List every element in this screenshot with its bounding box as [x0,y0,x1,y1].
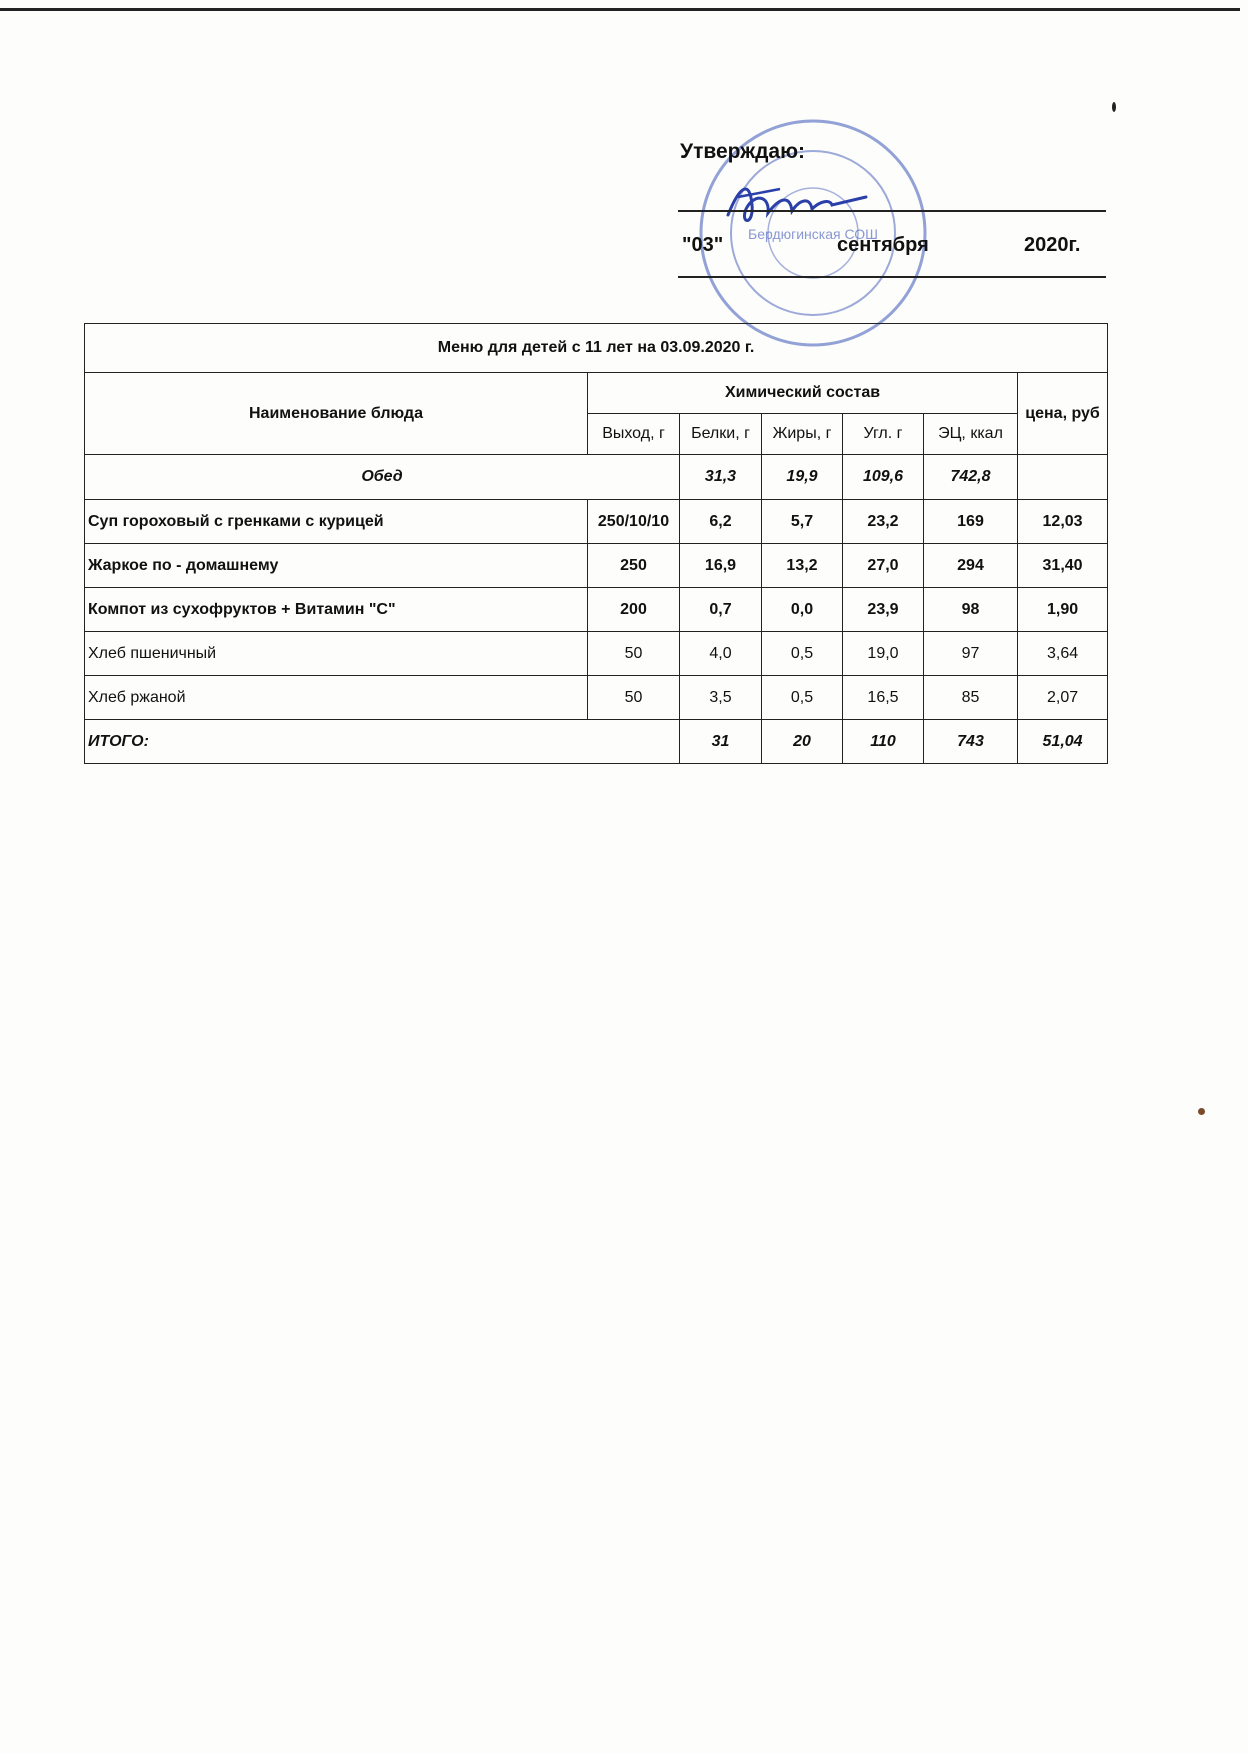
dish-price: 1,90 [1018,588,1108,632]
menu-title: Меню для детей с 11 лет на 03.09.2020 г. [85,324,1108,373]
dish-proteins: 6,2 [680,500,762,544]
header-price: цена, руб [1018,373,1108,455]
dish-fats: 13,2 [762,544,843,588]
dish-output: 50 [588,676,680,720]
approval-year: 2020г. [1024,234,1081,256]
total-price: 51,04 [1018,720,1108,764]
table-row [85,500,1108,544]
dish-price: 12,03 [1018,500,1108,544]
dish-proteins: 3,5 [680,676,762,720]
dish-price: 2,07 [1018,676,1108,720]
dish-energy: 97 [924,632,1018,676]
section-fats: 19,9 [762,455,843,500]
header-chem-composition: Химический состав [588,373,1018,414]
header-carbs: Угл. г [843,414,924,455]
section-energy: 742,8 [924,455,1018,500]
section-carbs: 109,6 [843,455,924,500]
total-fats: 20 [762,720,843,764]
date-underline [678,276,1106,278]
dish-energy: 98 [924,588,1018,632]
table-row [85,588,1108,632]
header-dish-name: Наименование блюда [85,373,588,455]
dish-carbs: 16,5 [843,676,924,720]
dish-fats: 5,7 [762,500,843,544]
dish-fats: 0,5 [762,676,843,720]
dish-name: Компот из сухофруктов + Витамин "С" [85,588,588,632]
signature [720,175,870,235]
table-row [85,544,1108,588]
total-label: ИТОГО: [85,720,680,764]
dish-energy: 169 [924,500,1018,544]
dish-proteins: 16,9 [680,544,762,588]
dish-proteins: 0,7 [680,588,762,632]
header-fats: Жиры, г [762,414,843,455]
dish-carbs: 27,0 [843,544,924,588]
approval-day: "03" [682,234,724,256]
svg-text:Бердюгинская СОШ: Бердюгинская СОШ [748,226,878,242]
signature-line [678,210,1106,212]
header-energy: ЭЦ, ккал [924,414,1018,455]
scan-speck [1198,1108,1205,1115]
dish-fats: 0,5 [762,632,843,676]
dish-energy: 85 [924,676,1018,720]
dish-output: 200 [588,588,680,632]
dish-energy: 294 [924,544,1018,588]
scan-top-edge [0,8,1240,11]
total-row [85,720,1108,764]
dish-fats: 0,0 [762,588,843,632]
scan-speck [1112,102,1116,112]
approval-month: сентября [837,234,929,256]
dish-output: 250/10/10 [588,500,680,544]
dish-output: 250 [588,544,680,588]
approval-label: Утверждаю: [680,140,806,163]
dish-carbs: 23,9 [843,588,924,632]
total-energy: 743 [924,720,1018,764]
menu-table [84,323,1108,764]
dish-proteins: 4,0 [680,632,762,676]
dish-name: Хлеб ржаной [85,676,588,720]
section-name: Обед [85,455,680,500]
dish-price: 3,64 [1018,632,1108,676]
table-row [85,632,1108,676]
table-row [85,676,1108,720]
section-proteins: 31,3 [680,455,762,500]
dish-name: Хлеб пшеничный [85,632,588,676]
section-price [1018,455,1108,500]
dish-output: 50 [588,632,680,676]
header-proteins: Белки, г [680,414,762,455]
total-proteins: 31 [680,720,762,764]
dish-name: Жаркое по - домашнему [85,544,588,588]
dish-carbs: 19,0 [843,632,924,676]
dish-carbs: 23,2 [843,500,924,544]
total-carbs: 110 [843,720,924,764]
section-row-lunch [85,455,1108,500]
dish-name: Суп гороховый с гренками с курицей [85,500,588,544]
header-output: Выход, г [588,414,680,455]
dish-price: 31,40 [1018,544,1108,588]
